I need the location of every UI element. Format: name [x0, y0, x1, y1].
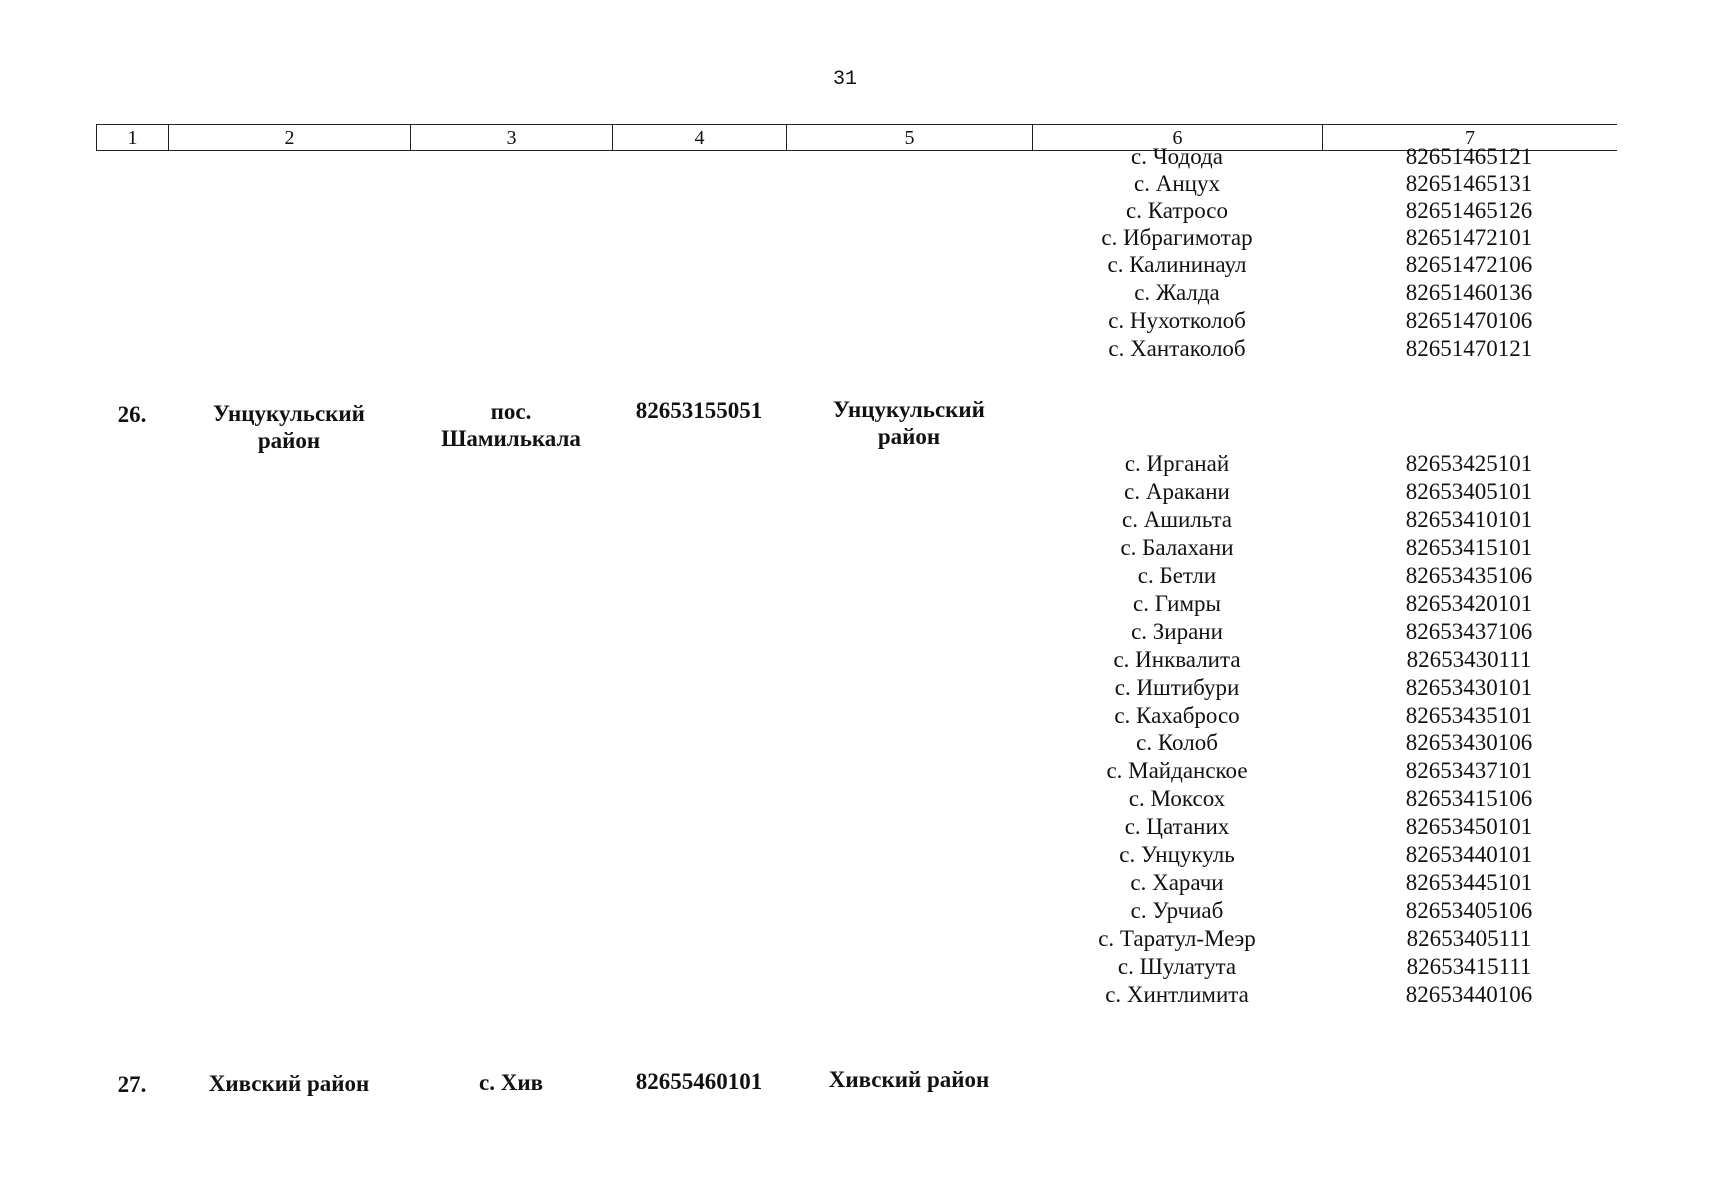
settlement-name: с. Нухотколоб	[1108, 308, 1246, 333]
settlement-code: 82653435101	[1405, 703, 1533, 728]
table-row	[0, 674, 1716, 701]
header-cell-7: 7	[1465, 127, 1475, 149]
header-cell-4: 4	[613, 125, 787, 150]
table-row	[0, 618, 1716, 645]
settlement-name: с. Катросо	[1126, 198, 1228, 223]
settlement-code: 82651465121	[1405, 144, 1533, 169]
settlement-name: с. Хантаколоб	[1108, 336, 1246, 361]
settlement-code: 82653435106	[1405, 563, 1533, 588]
settlement-code: 82653450101	[1405, 814, 1533, 839]
table-row	[0, 841, 1716, 868]
settlement-name: с. Гимры	[1133, 591, 1221, 616]
settlement-code: 82651465131	[1405, 171, 1533, 196]
settlement-code: 82653410101	[1405, 507, 1533, 532]
municipal-entity: Хивский район	[828, 1067, 990, 1092]
table-row	[0, 646, 1716, 673]
admin-center	[410, 398, 612, 452]
table-row	[0, 197, 1716, 224]
settlement-code: 82653430101	[1405, 675, 1533, 700]
settlement-code: 82653445101	[1405, 870, 1533, 895]
settlement-name: с. Хинтлимита	[1105, 982, 1249, 1007]
municipal-entity-line: район	[877, 424, 941, 449]
table-row	[0, 251, 1716, 278]
entry-number: 26.	[117, 402, 147, 427]
table-row	[0, 729, 1716, 756]
district-name: Хивский район	[208, 1071, 370, 1096]
settlement-name: с. Инквалита	[1113, 647, 1241, 672]
table-row	[0, 478, 1716, 505]
table-row	[0, 506, 1716, 533]
settlement-name: с. Унцукуль	[1119, 842, 1235, 867]
settlement-name: с. Чодода	[1131, 144, 1223, 169]
settlement-name: с. Ашильта	[1122, 507, 1232, 532]
table-row	[0, 307, 1716, 334]
settlement-name: с. Балахани	[1120, 535, 1234, 560]
page-number: 31	[832, 68, 857, 91]
table-row	[0, 953, 1716, 980]
settlement-name: с. Бетли	[1137, 563, 1217, 588]
table-row	[0, 981, 1716, 1008]
settlement-code: 82653430111	[1406, 647, 1532, 672]
settlement-code: 82653405106	[1405, 898, 1533, 923]
settlement-code: 82653440101	[1405, 842, 1533, 867]
settlement-code: 82651460136	[1405, 280, 1533, 305]
admin-center-code: 82653155051	[635, 398, 763, 423]
settlement-name: с. Урчиаб	[1130, 898, 1224, 923]
settlement-name: с. Цатаних	[1124, 814, 1230, 839]
header-cell-6: 6	[1033, 125, 1323, 150]
table-row	[0, 925, 1716, 952]
table-row	[0, 590, 1716, 617]
settlement-code: 82653415101	[1405, 535, 1533, 560]
settlement-code: 82651470121	[1405, 336, 1533, 361]
header-cell-3: 3	[411, 125, 613, 150]
settlement-name: с. Майданское	[1106, 758, 1248, 783]
municipal-entity-line: Унцукульский	[833, 397, 985, 422]
table-row	[0, 757, 1716, 784]
entry-number: 27.	[117, 1072, 147, 1097]
admin-center-line: пос.	[490, 399, 532, 424]
settlement-name: с. Ибрагимотар	[1101, 225, 1253, 250]
district-name	[168, 400, 410, 454]
header-cell-5: 5	[787, 125, 1033, 150]
admin-center-line: Шамилькала	[441, 426, 581, 451]
header-cell-1: 1	[97, 125, 169, 150]
settlement-code: 82653425101	[1405, 451, 1533, 476]
settlement-name: с. Аракани	[1124, 479, 1230, 504]
table-row	[0, 143, 1716, 170]
settlement-code: 82651465126	[1405, 198, 1533, 223]
header-cell-2: 2	[169, 125, 411, 150]
district-name-line: Унцукульский	[213, 401, 365, 426]
settlement-code: 82653430106	[1405, 730, 1533, 755]
table-row	[0, 450, 1716, 477]
table-row	[0, 170, 1716, 197]
settlement-name: с. Таратул-Меэр	[1098, 926, 1256, 951]
table-row	[0, 279, 1716, 306]
settlement-code: 82653437106	[1405, 619, 1533, 644]
settlement-code: 82653415106	[1405, 786, 1533, 811]
table-row	[0, 224, 1716, 251]
table-row	[0, 785, 1716, 812]
table-row	[0, 869, 1716, 896]
settlement-name: с. Шулатута	[1117, 954, 1237, 979]
settlement-code: 82651472106	[1405, 252, 1533, 277]
settlement-code: 82653405111	[1406, 926, 1532, 951]
district-name-line: район	[257, 428, 321, 453]
settlement-name: с. Зирани	[1131, 619, 1223, 644]
admin-center-code: 82655460101	[635, 1069, 763, 1094]
settlement-name: с. Ирганай	[1124, 451, 1230, 476]
admin-center: с. Хив	[479, 1070, 543, 1095]
settlement-name: с. Колоб	[1136, 730, 1218, 755]
settlement-code: 82651470106	[1405, 308, 1533, 333]
settlement-code: 82651472101	[1405, 225, 1533, 250]
settlement-name: с. Кахабросо	[1114, 703, 1240, 728]
table-row	[0, 534, 1716, 561]
settlement-name: с. Калининаул	[1107, 252, 1247, 277]
settlement-name: с. Жалда	[1134, 280, 1220, 305]
settlement-name: с. Иштибури	[1114, 675, 1240, 700]
table-row	[0, 897, 1716, 924]
table-row	[0, 702, 1716, 729]
table-row	[0, 813, 1716, 840]
settlement-code: 82653440106	[1405, 982, 1533, 1007]
settlement-name: с. Харачи	[1130, 870, 1224, 895]
settlement-code: 82653420101	[1405, 591, 1533, 616]
settlement-code: 82653437101	[1405, 758, 1533, 783]
settlement-code: 82653415111	[1406, 954, 1532, 979]
settlement-name: с. Анцух	[1134, 171, 1220, 196]
table-row	[0, 562, 1716, 589]
settlement-code: 82653405101	[1405, 479, 1533, 504]
settlement-name: с. Моксох	[1128, 786, 1226, 811]
municipal-entity	[786, 396, 1032, 450]
table-row	[0, 335, 1716, 362]
